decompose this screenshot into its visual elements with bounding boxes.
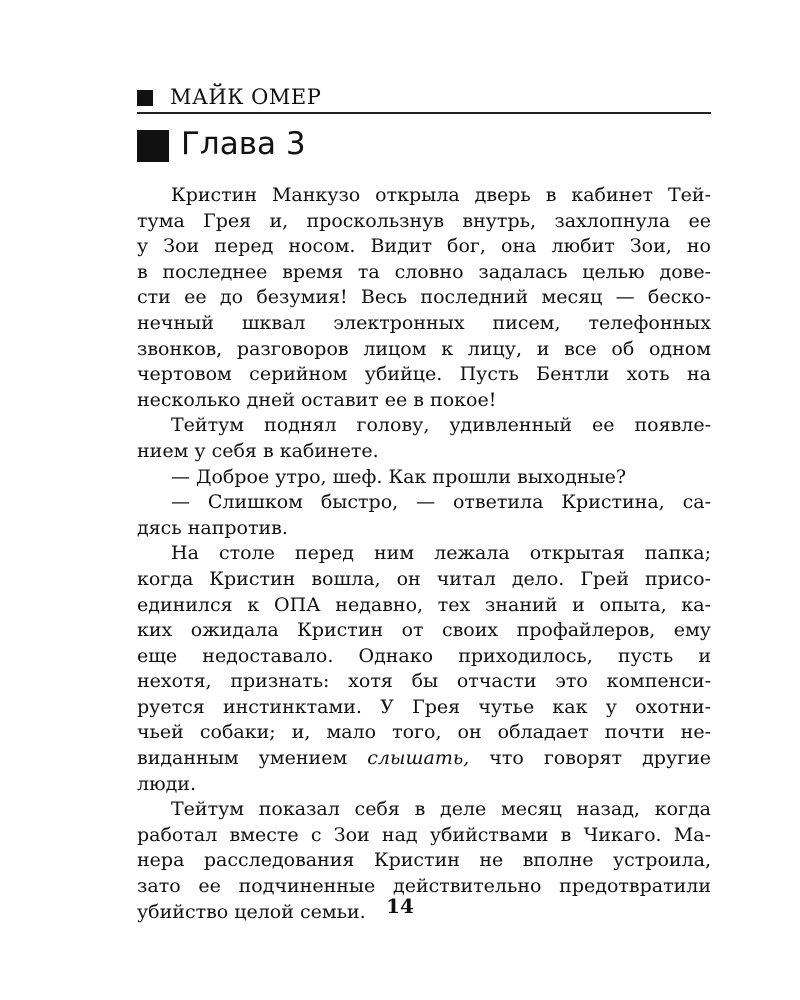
text-line: Кристин Манкузо открыла дверь в кабинет Тей- — [171, 184, 711, 206]
text-line: в последнее время та словно задалась целью дове- — [137, 260, 711, 283]
text-line: чьей собаки; и, мало того, он обладает почти не- — [137, 721, 711, 744]
text-line: убийство целой семьи. — [137, 900, 366, 923]
running-header — [137, 84, 711, 114]
text-segment: что говорят другие — [469, 747, 711, 770]
text-line: единился к ОПА недавно, тех знаний и опыта, ка- — [137, 593, 711, 616]
text-line: нехотя, признать: хотя бы отчасти это компенси- — [137, 670, 711, 693]
text-line: нием у себя в кабинете. — [137, 439, 379, 462]
chapter-title: Глава 3 — [181, 126, 306, 162]
text-line-with-emphasis — [137, 746, 711, 772]
text-segment: виданным умением — [137, 747, 368, 770]
text-line: Тейтум поднял голову, удивленный ее появле- — [171, 414, 711, 437]
chapter-square-icon — [137, 130, 169, 162]
header-square-icon — [137, 90, 153, 106]
text-line: у Зои перед носом. Видит бог, она любит Зои, но — [137, 235, 711, 258]
text-line: На столе перед ним лежала открытая папка; — [171, 542, 711, 565]
text-line: ких ожидала Кристин от своих профайлеров, ему — [137, 619, 711, 642]
text-line: тума Грея и, проскользнув внутрь, захлопнула ее — [137, 209, 711, 232]
page-number: 14 — [386, 894, 414, 918]
text-line: зато ее подчиненные действительно предотвратили — [137, 875, 711, 898]
body-text — [137, 183, 711, 925]
text-line: руется инстинктами. У Грея чутье как у охотни- — [137, 695, 711, 718]
text-line: Тейтум показал себя в деле месяц назад, когда — [171, 798, 711, 821]
text-line: дясь напротив. — [137, 516, 288, 539]
text-line: чертовом серийном убийце. Пусть Бентли хоть на — [137, 363, 711, 386]
text-line: звонков, разговоров лицом к лицу, и все об одном — [137, 337, 711, 360]
text-line: нера расследования Кристин не вполне устроила, — [137, 849, 711, 872]
text-line: несколько дней оставит ее в покое! — [137, 388, 497, 411]
dialogue-line: — Доброе утро, шеф. Как прошли выходные? — [171, 465, 627, 488]
text-line: работал вместе с Зои над убийствами в Чикаго. Ма- — [137, 823, 711, 846]
emphasis-word: слышать, — [367, 747, 470, 770]
text-line: когда Кристин вошла, он читал дело. Грей присо- — [137, 567, 711, 590]
text-line: люди. — [137, 772, 197, 795]
text-line: сти ее до безумия! Весь последний месяц — беско- — [137, 286, 711, 309]
dialogue-line: — Слишком быстро, — ответила Кристина, са- — [171, 491, 711, 514]
text-line: нечный шквал электронных писем, телефонных — [137, 311, 711, 334]
header-author-name: МАЙК ОМЕР — [170, 85, 322, 109]
text-line: еще недоставало. Однако приходилось, пусть и — [137, 644, 711, 667]
